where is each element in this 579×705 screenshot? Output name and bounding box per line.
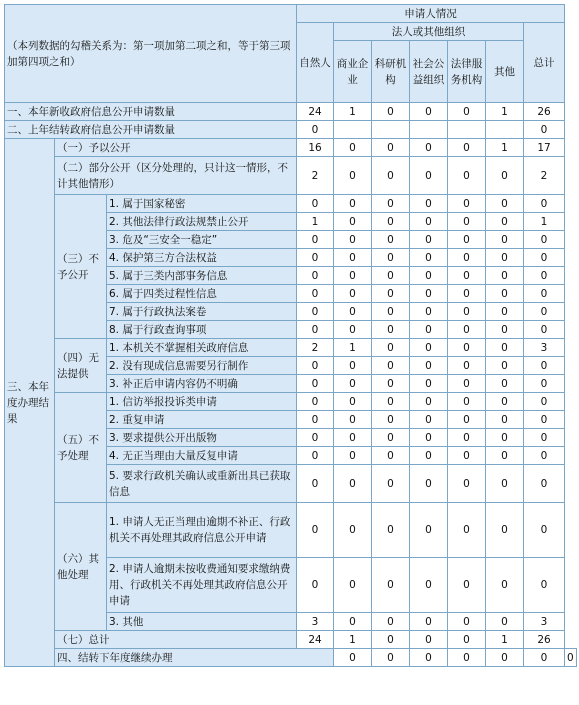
- row-label: 3. 其他: [107, 613, 297, 631]
- row-label: 3. 危及“三安全一稳定”: [107, 231, 297, 249]
- row-label: 4. 无正当理由大量反复申请: [107, 447, 297, 465]
- cell: 0: [524, 285, 565, 303]
- cell: 0: [410, 157, 448, 195]
- cell: 0: [486, 303, 524, 321]
- cell: 0: [410, 503, 448, 558]
- cell: 24: [297, 631, 334, 649]
- group-label: （四）无法提供: [55, 339, 107, 393]
- header-other: 其他: [486, 41, 524, 103]
- cell: 0: [410, 613, 448, 631]
- cell: 0: [334, 649, 372, 667]
- group-label: （六）其他处理: [55, 503, 107, 631]
- cell: 0: [334, 375, 372, 393]
- header-applicant: 申请人情况: [297, 5, 565, 23]
- row-label: 2. 其他法律行政法规禁止公开: [107, 213, 297, 231]
- cell: 0: [524, 195, 565, 213]
- cell: 1: [486, 103, 524, 121]
- cell: 0: [448, 613, 486, 631]
- cell: 0: [410, 649, 448, 667]
- row-label: 5. 要求行政机关确认或重新出具已获取信息: [107, 465, 297, 503]
- cell: 0: [486, 613, 524, 631]
- cell: 0: [486, 195, 524, 213]
- cell: 2: [297, 339, 334, 357]
- cell: 0: [297, 249, 334, 267]
- cell: 0: [448, 357, 486, 375]
- cell: 26: [524, 103, 565, 121]
- cell: 0: [410, 267, 448, 285]
- cell: 0: [486, 157, 524, 195]
- cell: 0: [410, 375, 448, 393]
- gov-info-disclosure-table: [4, 4, 577, 667]
- cell: 0: [334, 303, 372, 321]
- cell: 0: [297, 303, 334, 321]
- row-label: 1. 本机关不掌握相关政府信息: [107, 339, 297, 357]
- cell: 0: [486, 267, 524, 285]
- row-label: 6. 属于四类过程性信息: [107, 285, 297, 303]
- cell: 0: [297, 503, 334, 558]
- cell: 24: [297, 103, 334, 121]
- cell: 0: [524, 411, 565, 429]
- cell: 3: [524, 613, 565, 631]
- cell: 0: [524, 503, 565, 558]
- cell: 0: [410, 139, 448, 157]
- cell: 16: [297, 139, 334, 157]
- cell: 0: [334, 357, 372, 375]
- cell: 0: [334, 465, 372, 503]
- cell: 0: [372, 303, 410, 321]
- cell: 0: [486, 339, 524, 357]
- cell: 0: [448, 339, 486, 357]
- cell: 0: [372, 447, 410, 465]
- cell: 0: [334, 321, 372, 339]
- cell: 0: [334, 249, 372, 267]
- cell: 3: [297, 613, 334, 631]
- cell: 0: [372, 213, 410, 231]
- cell: 0: [410, 103, 448, 121]
- cell: [410, 121, 448, 139]
- cell: 0: [297, 121, 334, 139]
- cell: 0: [372, 139, 410, 157]
- cell: 0: [372, 411, 410, 429]
- cell: 0: [448, 649, 486, 667]
- row-label: 8. 属于行政查询事项: [107, 321, 297, 339]
- row-label: 2. 申请人逾期未按收费通知要求缴纳费用、行政机关不再处理其政府信息公开申请: [107, 558, 297, 613]
- cell: 0: [448, 558, 486, 613]
- cell: 0: [410, 213, 448, 231]
- cell: 0: [334, 447, 372, 465]
- header-business: 商业企业: [334, 41, 372, 103]
- cell: 0: [410, 411, 448, 429]
- cell: 0: [297, 321, 334, 339]
- cell: 0: [524, 649, 565, 667]
- cell: 0: [524, 267, 565, 285]
- cell: 0: [486, 649, 524, 667]
- cell: 1: [486, 631, 524, 649]
- group-label: （三）不予公开: [55, 195, 107, 339]
- cell: 0: [372, 375, 410, 393]
- cell: 0: [410, 231, 448, 249]
- cell: 0: [297, 393, 334, 411]
- cell: 0: [372, 558, 410, 613]
- cell: [372, 121, 410, 139]
- cell: 0: [334, 429, 372, 447]
- cell: 0: [410, 447, 448, 465]
- cell: 0: [297, 357, 334, 375]
- cell: 0: [334, 613, 372, 631]
- cell: 2: [524, 157, 565, 195]
- cell: 3: [524, 339, 565, 357]
- row-label: 5. 属于三类内部事务信息: [107, 267, 297, 285]
- group-label: （五）不予处理: [55, 393, 107, 503]
- cell: 0: [372, 613, 410, 631]
- cell: 1: [524, 213, 565, 231]
- cell: 0: [372, 267, 410, 285]
- row-label: 2. 没有现成信息需要另行制作: [107, 357, 297, 375]
- cell: 0: [486, 357, 524, 375]
- cell: 0: [448, 447, 486, 465]
- cell: 0: [297, 558, 334, 613]
- row-label: 一、本年新收政府信息公开申请数量: [5, 103, 297, 121]
- cell: 0: [486, 503, 524, 558]
- cell: 0: [372, 649, 410, 667]
- cell: 0: [334, 231, 372, 249]
- cell: [448, 121, 486, 139]
- cell: 0: [297, 267, 334, 285]
- cell: 0: [524, 303, 565, 321]
- row-label: 7. 属于行政执法案卷: [107, 303, 297, 321]
- row-label: 1. 属于国家秘密: [107, 195, 297, 213]
- cell: 0: [486, 231, 524, 249]
- cell: 0: [297, 429, 334, 447]
- cell: 1: [486, 139, 524, 157]
- cell: 0: [524, 231, 565, 249]
- cell: 0: [448, 195, 486, 213]
- cell: 0: [297, 231, 334, 249]
- header-natural-person: 自然人: [297, 23, 334, 103]
- cell: 0: [410, 285, 448, 303]
- cell: 26: [524, 631, 565, 649]
- cell: 0: [410, 249, 448, 267]
- cell: 0: [372, 357, 410, 375]
- cell: 0: [486, 249, 524, 267]
- cell: 1: [334, 631, 372, 649]
- row-label: 1. 信访举报投诉类申请: [107, 393, 297, 411]
- cell: 0: [524, 393, 565, 411]
- cell: 0: [524, 375, 565, 393]
- cell: 1: [334, 103, 372, 121]
- cell: 0: [334, 393, 372, 411]
- cell: 0: [486, 447, 524, 465]
- cell: 0: [372, 631, 410, 649]
- cell: 0: [448, 231, 486, 249]
- header-research: 科研机构: [372, 41, 410, 103]
- cell: 0: [524, 357, 565, 375]
- cell: 0: [410, 429, 448, 447]
- cell: 0: [448, 393, 486, 411]
- header-legal-org: 法人或其他组织: [334, 23, 524, 41]
- cell: 0: [372, 429, 410, 447]
- cell: 0: [448, 103, 486, 121]
- cell: 0: [448, 303, 486, 321]
- cell: 0: [524, 121, 565, 139]
- cell: 0: [297, 375, 334, 393]
- cell: 0: [565, 649, 577, 667]
- row-label: 4. 保护第三方合法权益: [107, 249, 297, 267]
- cell: [334, 121, 372, 139]
- cell: 0: [334, 157, 372, 195]
- cell: 0: [372, 195, 410, 213]
- cell: 0: [334, 285, 372, 303]
- cell: 0: [372, 393, 410, 411]
- cell: 0: [486, 321, 524, 339]
- cell: 0: [410, 558, 448, 613]
- cell: 0: [524, 558, 565, 613]
- header-social: 社会公益组织: [410, 41, 448, 103]
- gov-info-disclosure-table-container: [4, 4, 577, 667]
- row-label: 2. 重复申请: [107, 411, 297, 429]
- cell: 0: [410, 339, 448, 357]
- cell: 0: [334, 213, 372, 231]
- cell: 0: [297, 195, 334, 213]
- cell: 0: [372, 157, 410, 195]
- cell: 0: [372, 231, 410, 249]
- cell: 0: [486, 285, 524, 303]
- row-label: （一）予以公开: [55, 139, 297, 157]
- cell: 0: [448, 139, 486, 157]
- cell: 0: [410, 357, 448, 375]
- cell: 0: [372, 249, 410, 267]
- cell: 0: [410, 303, 448, 321]
- cell: 0: [448, 285, 486, 303]
- row-label: 1. 申请人无正当理由逾期不补正、行政机关不再处理其政府信息公开申请: [107, 503, 297, 558]
- row-label: （二）部分公开（区分处理的，只计这一情形，不计其他情形）: [55, 157, 297, 195]
- cell: 0: [486, 465, 524, 503]
- cell: 0: [297, 465, 334, 503]
- cell: 0: [410, 393, 448, 411]
- cell: 0: [297, 285, 334, 303]
- cell: 0: [448, 375, 486, 393]
- cell: 0: [448, 631, 486, 649]
- cell: 0: [334, 139, 372, 157]
- cell: 0: [448, 321, 486, 339]
- cell: 0: [486, 393, 524, 411]
- cell: 0: [372, 285, 410, 303]
- cell: 0: [448, 503, 486, 558]
- cell: 2: [297, 157, 334, 195]
- row-label: 四、结转下年度继续办理: [55, 649, 334, 667]
- cell: 0: [448, 267, 486, 285]
- cell: 0: [486, 429, 524, 447]
- cell: 0: [448, 429, 486, 447]
- header-legal-service: 法律服务机构: [448, 41, 486, 103]
- cell: 0: [524, 249, 565, 267]
- cell: 0: [372, 339, 410, 357]
- cell: 1: [334, 339, 372, 357]
- cell: 0: [372, 503, 410, 558]
- cell: 0: [334, 411, 372, 429]
- cell: 0: [524, 465, 565, 503]
- header-total: 总计: [524, 23, 565, 103]
- cell: 0: [486, 558, 524, 613]
- row-label: （七）总计: [55, 631, 297, 649]
- cell: 0: [524, 429, 565, 447]
- cell: 0: [297, 447, 334, 465]
- cell: 0: [334, 558, 372, 613]
- row-label: 3. 补正后申请内容仍不明确: [107, 375, 297, 393]
- row-label: 3. 要求提供公开出版物: [107, 429, 297, 447]
- cell: 0: [410, 465, 448, 503]
- cell: 0: [448, 411, 486, 429]
- cell: 0: [524, 321, 565, 339]
- row-label: 二、上年结转政府信息公开申请数量: [5, 121, 297, 139]
- cell: 0: [334, 267, 372, 285]
- cell: 0: [448, 465, 486, 503]
- cell: 0: [410, 195, 448, 213]
- cell: 0: [448, 157, 486, 195]
- cell: 0: [372, 321, 410, 339]
- cell: 0: [334, 195, 372, 213]
- cell: 0: [524, 447, 565, 465]
- cell: 0: [297, 411, 334, 429]
- section3-label: 三、本年度办理结果: [5, 139, 55, 667]
- cell: 0: [486, 411, 524, 429]
- cell: 0: [334, 503, 372, 558]
- cell: [486, 121, 524, 139]
- cell: 0: [448, 213, 486, 231]
- cell: 0: [372, 465, 410, 503]
- cell: 17: [524, 139, 565, 157]
- header-note: （本列数据的勾稽关系为：第一项加第二项之和，等于第三项加第四项之和）: [5, 5, 297, 103]
- cell: 0: [372, 103, 410, 121]
- cell: 0: [410, 321, 448, 339]
- cell: 1: [297, 213, 334, 231]
- cell: 0: [486, 213, 524, 231]
- cell: 0: [410, 631, 448, 649]
- cell: 0: [448, 249, 486, 267]
- cell: 0: [486, 375, 524, 393]
